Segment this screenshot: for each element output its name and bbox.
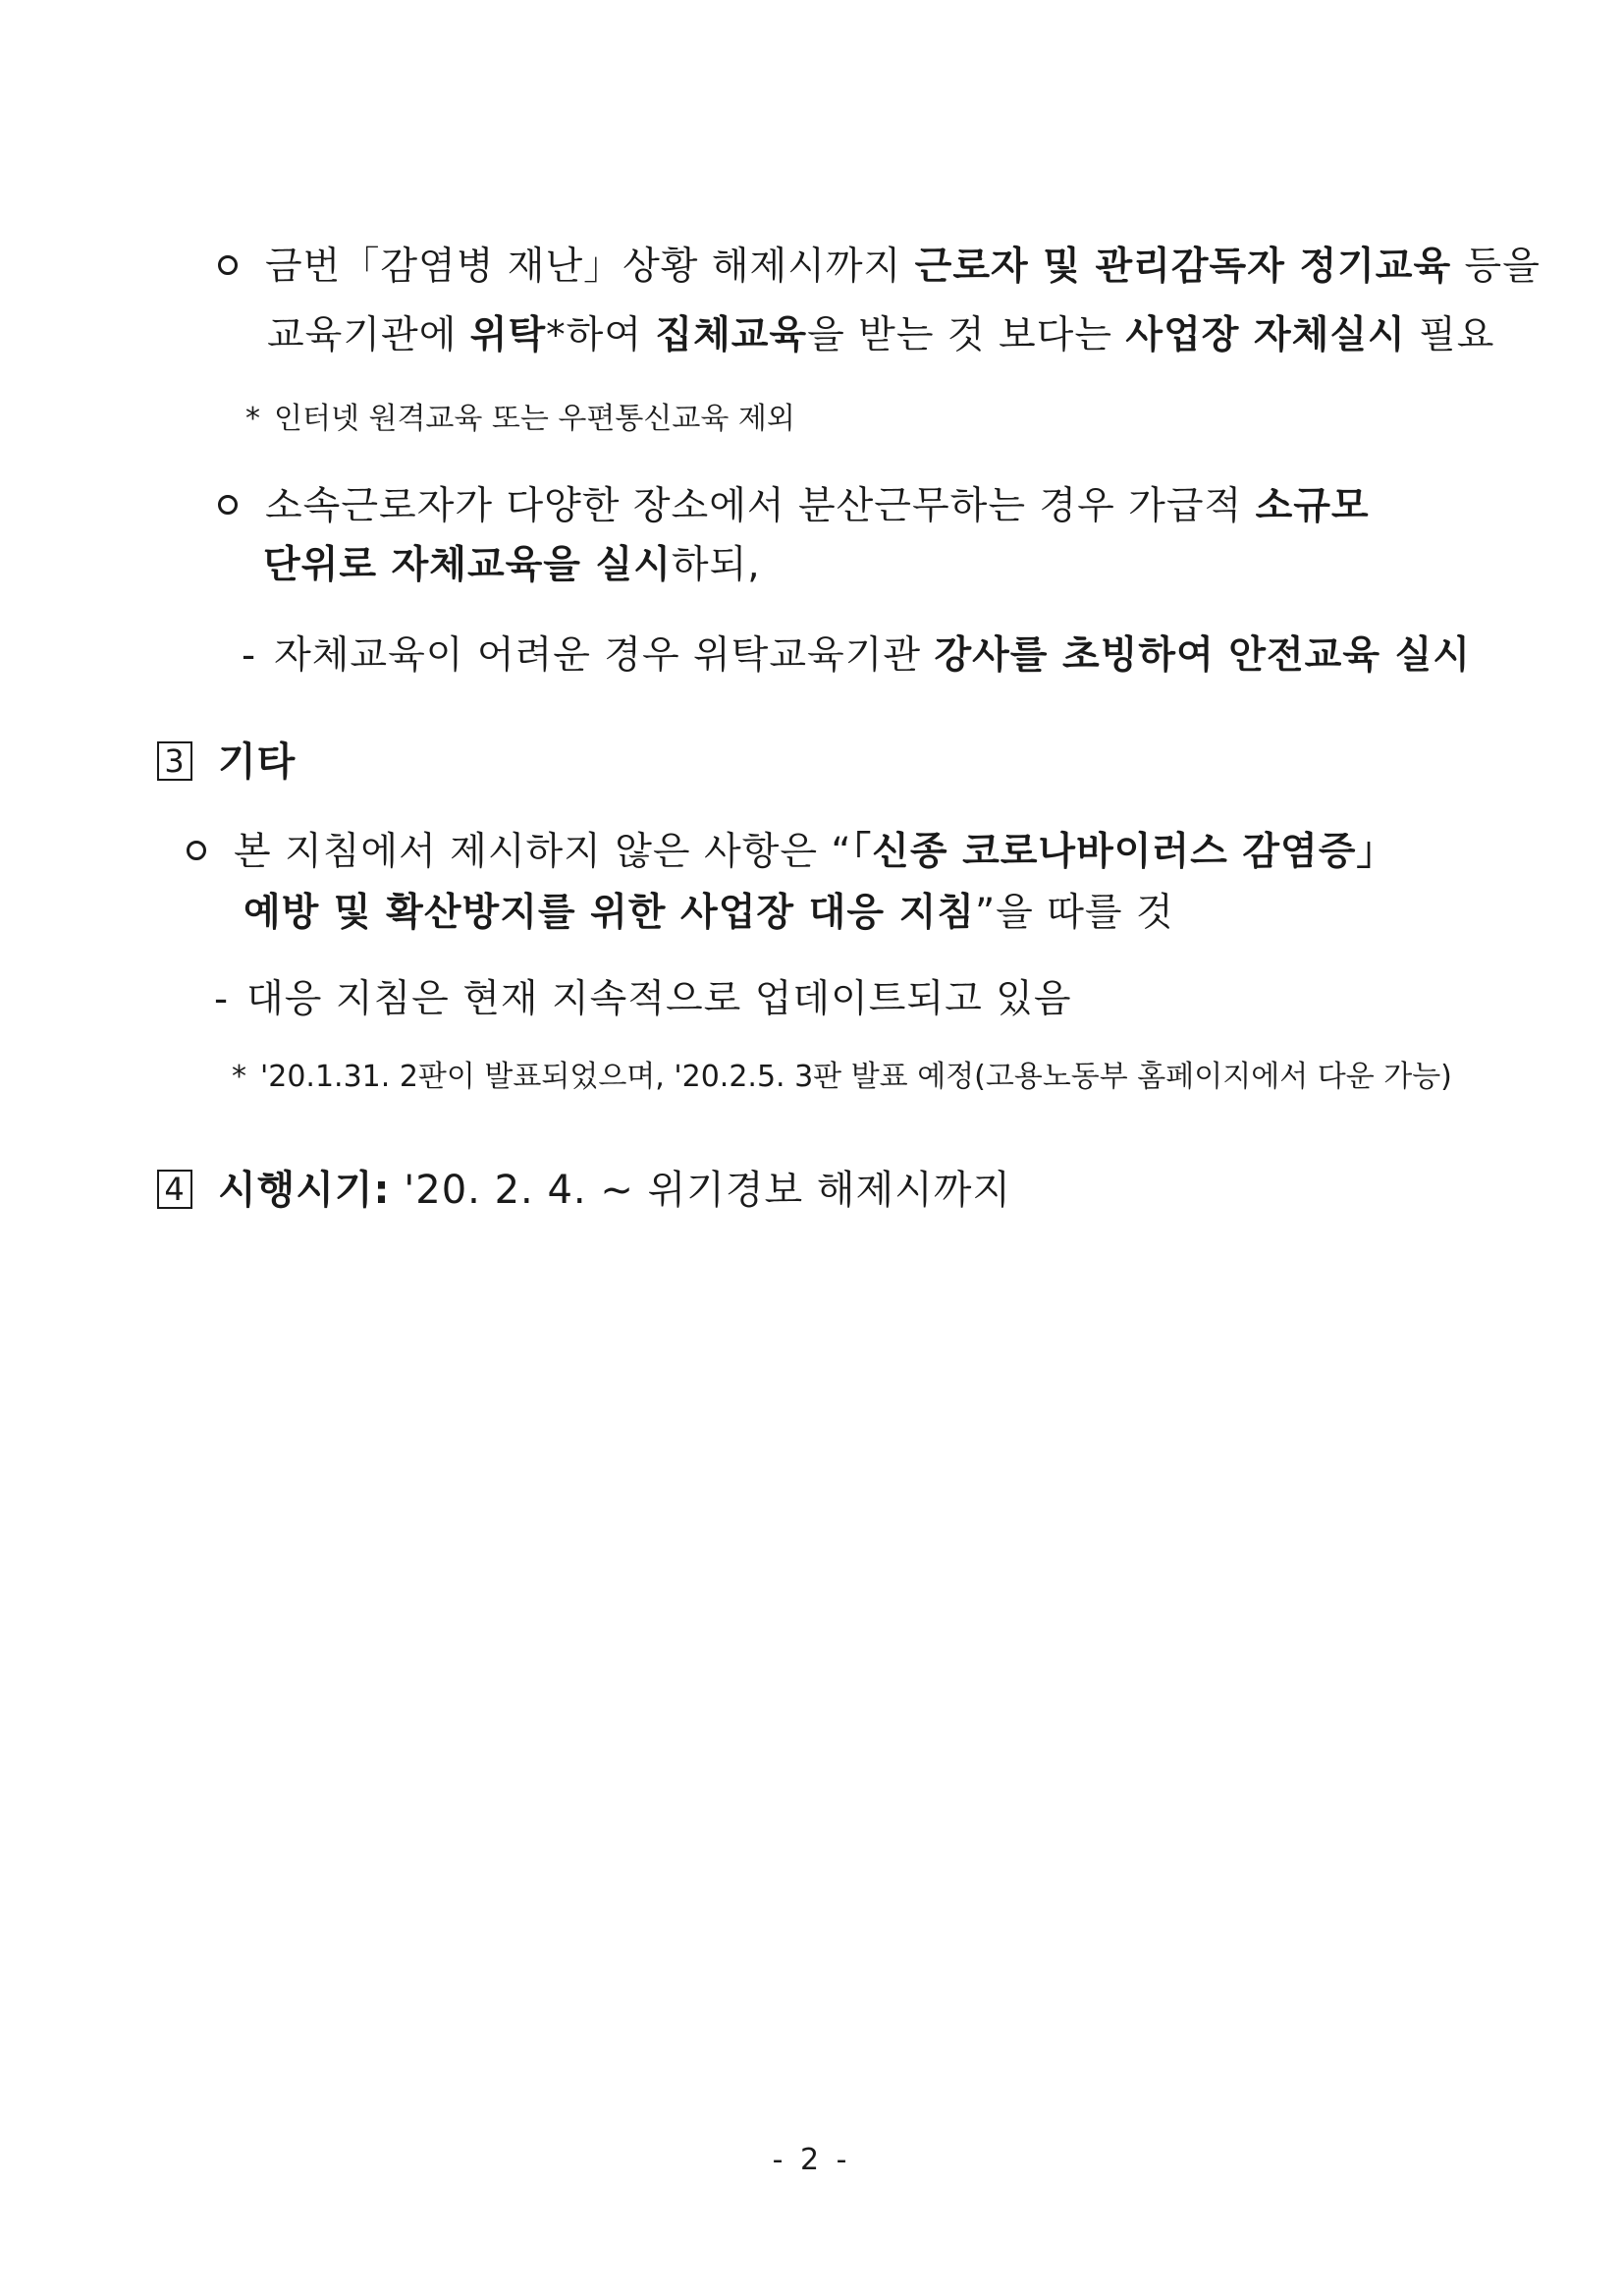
text-span: 등을 — [1451, 245, 1541, 289]
dash-icon: - — [214, 977, 230, 1021]
block2-line2 — [263, 543, 761, 587]
note-text: 인터넷 원격교육 또는 우편통신교육 제외 — [274, 402, 795, 436]
text-span: 자체교육이 어려운 경우 위탁교육기관 — [274, 633, 935, 678]
bold-text: 사업장 자체실시 — [1125, 313, 1406, 357]
text-span: *하여 — [546, 313, 656, 357]
section-number-box: 3 — [157, 741, 192, 781]
circle-bullet-icon — [187, 841, 206, 860]
section-number-box: 4 — [157, 1170, 192, 1209]
bold-text: 소규모 — [1255, 484, 1370, 528]
block1-line1 — [218, 245, 1541, 289]
block1-note — [245, 402, 795, 436]
text-span: 대응 지침은 현재 지속적으로 업데이트되고 있음 — [246, 977, 1072, 1021]
section4-heading — [157, 1168, 1012, 1213]
section-value: '20. 2. 4. ~ 위기경보 해제시까지 — [390, 1168, 1012, 1213]
dash-icon: - — [242, 633, 257, 678]
asterisk-icon: * — [245, 402, 260, 436]
asterisk-icon: * — [232, 1060, 246, 1094]
text-span: 을 받는 것 보다는 — [807, 313, 1126, 357]
section3-line1 — [187, 830, 1396, 874]
circle-bullet-icon — [218, 495, 238, 515]
bold-text: 집체교육 — [655, 313, 808, 357]
bold-text: 근로자 및 관리감독자 정기교육 — [914, 245, 1452, 289]
text-span: ”을 따를 것 — [974, 891, 1174, 935]
bold-text: 위탁 — [469, 313, 547, 357]
bold-text: 「신종 코로나바이러스 감염증」 — [851, 830, 1396, 874]
text-span: 본 지침에서 제시하지 않은 사항은 “ — [234, 830, 852, 874]
section3-heading — [157, 739, 297, 785]
block2-line1 — [218, 484, 1370, 528]
block1-line2 — [267, 313, 1495, 357]
page-number: - 2 - — [772, 2143, 851, 2177]
text-span: 하되, — [671, 543, 761, 587]
bold-text: 예방 및 확산방지를 위한 사업장 대응 지침 — [243, 891, 975, 935]
text-span: 교육기관에 — [267, 313, 470, 357]
text-span: 필요 — [1405, 313, 1495, 357]
bold-text: 단위로 자체교육을 실시 — [263, 543, 672, 587]
note-text: '20.1.31. 2판이 발표되었으며, '20.2.5. 3판 발표 예정(고용노동부 홈페이지에서 다운 가능) — [260, 1060, 1452, 1094]
bold-text: 강사를 초빙하여 안전교육 실시 — [934, 633, 1471, 678]
section-title: 기타 — [218, 739, 297, 785]
section3-sub — [214, 977, 1072, 1021]
block2-sub — [242, 633, 1471, 678]
section-title: 시행시기: — [218, 1168, 391, 1213]
text-span: 금번「감염병 재난」상황 해제시까지 — [265, 245, 915, 289]
text-span: 소속근로자가 다양한 장소에서 분산근무하는 경우 가급적 — [265, 484, 1256, 528]
section3-note — [232, 1060, 1452, 1094]
circle-bullet-icon — [218, 255, 238, 275]
section3-line2 — [243, 891, 1174, 935]
